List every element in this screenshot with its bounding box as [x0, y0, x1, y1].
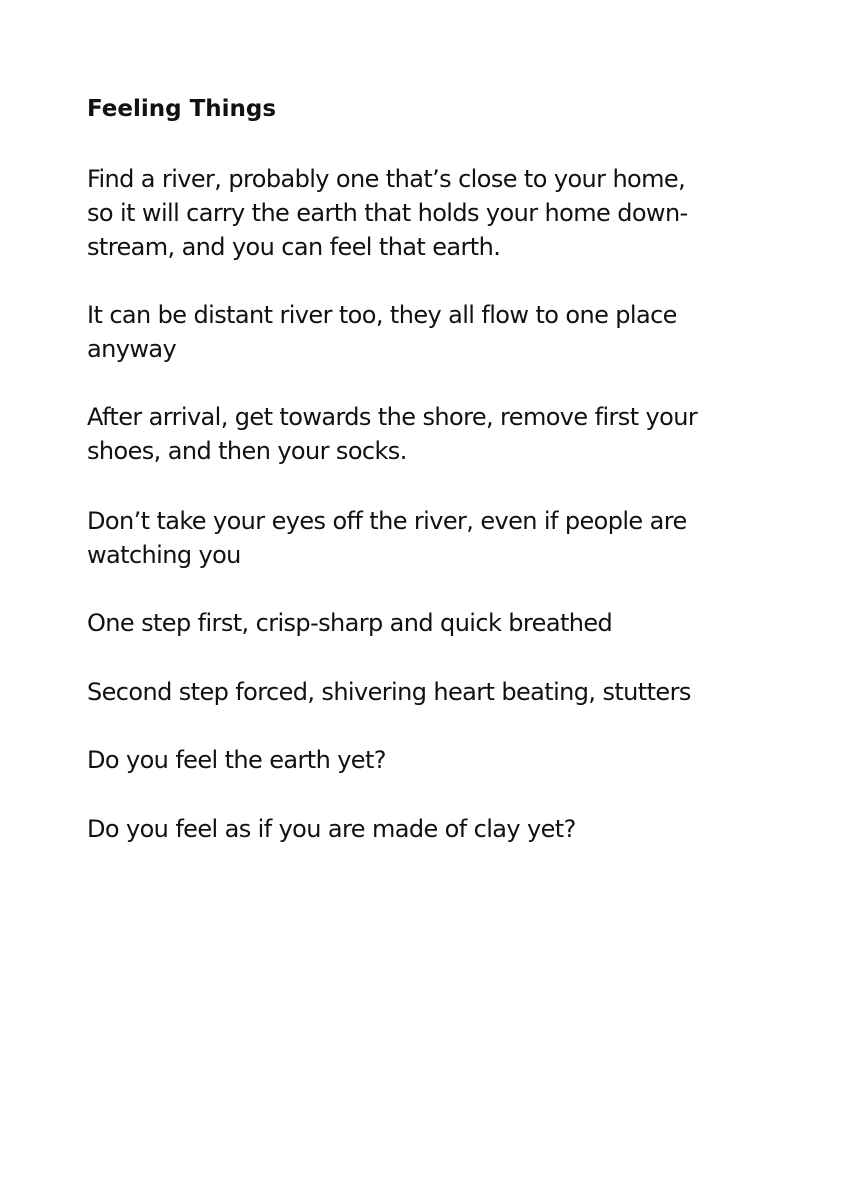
- poem-line: shoes, and then your socks.: [87, 437, 407, 465]
- stanza-3: [87, 400, 787, 468]
- poem-line: stream, and you can feel that earth.: [87, 233, 501, 261]
- poem-line: Don’t take your eyes off the river, even if people are: [87, 507, 687, 535]
- poem-line: watching you: [87, 541, 241, 569]
- poem-line: It can be distant river too, they all flow to one place: [87, 301, 677, 329]
- stanza-8: [87, 812, 787, 846]
- stanza-6: [87, 675, 787, 709]
- poem-line: Do you feel the earth yet?: [87, 746, 386, 774]
- poem-line: Second step forced, shivering heart beating, stutters: [87, 678, 691, 706]
- stanza-7: [87, 743, 787, 777]
- poem-line: One step first, crisp-sharp and quick breathed: [87, 609, 613, 637]
- stanza-1: [87, 162, 787, 264]
- stanza-5: [87, 606, 787, 640]
- poem-line: so it will carry the earth that holds your home down-: [87, 199, 688, 227]
- poem-line: After arrival, get towards the shore, remove first your: [87, 403, 698, 431]
- poem-line: Do you feel as if you are made of clay yet?: [87, 815, 576, 843]
- poem-title: Feeling Things: [87, 96, 277, 122]
- stanza-4: [87, 504, 787, 572]
- poem-line: Find a river, probably one that’s close to your home,: [87, 165, 686, 193]
- stanza-2: [87, 298, 787, 366]
- poem-line: anyway: [87, 335, 177, 363]
